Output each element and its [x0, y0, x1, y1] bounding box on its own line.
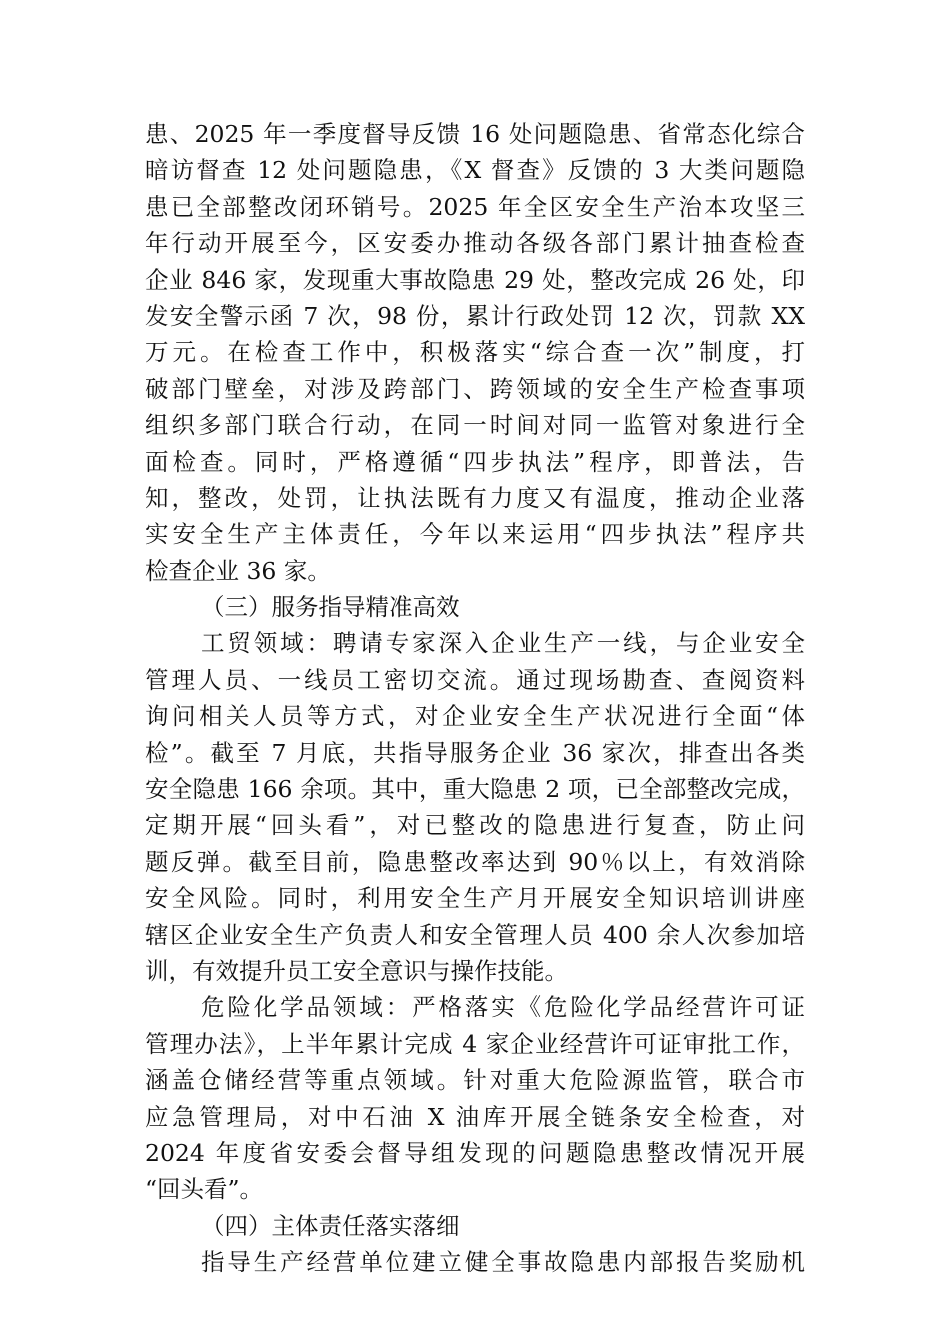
- body-line: 组织多部门联合行动，在同一时间对同一监管对象进行全: [145, 411, 805, 440]
- body-line: 辖区企业安全生产负责人和安全管理人员 400 余人次参加培: [145, 920, 805, 949]
- body-line: 训，有效提升员工安全意识与操作技能。: [145, 956, 568, 985]
- paragraph-start-line: 工贸领域：聘请专家深入企业生产一线，与企业安全: [201, 629, 805, 658]
- body-line: 企业 846 家，发现重大事故隐患 29 处，整改完成 26 处，印: [145, 265, 805, 294]
- section-heading-4: （四）主体责任落实落细: [201, 1211, 460, 1240]
- body-line: 破部门壁垒，对涉及跨部门、跨领域的安全生产检查事项: [145, 374, 805, 403]
- body-line: 2024 年度省安委会督导组发现的问题隐患整改情况开展: [145, 1138, 805, 1167]
- body-line: 实安全生产主体责任，今年以来运用“四步执法”程序共: [145, 520, 805, 549]
- body-line: 管理人员、一线员工密切交流。通过现场勘查、查阅资料: [145, 665, 805, 694]
- body-line: 询问相关人员等方式，对企业安全生产状况进行全面“体: [145, 702, 805, 731]
- body-line: 检”。截至 7 月底，共指导服务企业 36 家次，排查出各类: [145, 738, 805, 767]
- document-body: [145, 116, 805, 1281]
- body-line: 知，整改，处罚，让执法既有力度又有温度，推动企业落: [145, 483, 805, 512]
- body-line: “回头看”。: [145, 1175, 264, 1204]
- body-line: 涵盖仓储经营等重点领域。针对重大危险源监管，联合市: [145, 1066, 805, 1095]
- body-line: 检查企业 36 家。: [145, 556, 331, 585]
- paragraph-start-line: 危险化学品领域：严格落实《危险化学品经营许可证: [201, 993, 805, 1022]
- body-line: 安全风险。同时，利用安全生产月开展安全知识培训讲座: [145, 884, 805, 913]
- body-line: 患、2025 年一季度督导反馈 16 处问题隐患、省常态化综合: [145, 120, 805, 148]
- body-line: 万元。在检查工作中，积极落实“综合查一次”制度，打: [145, 338, 805, 367]
- body-line: 题反弹。截至目前，隐患整改率达到 90％以上，有效消除: [145, 847, 805, 876]
- body-line: 暗访督查 12 处问题隐患，《X 督查》反馈的 3 大类问题隐: [145, 156, 805, 185]
- body-line: 管理办法》，上半年累计完成 4 家企业经营许可证审批工作，: [145, 1029, 805, 1058]
- body-line: 年行动开展至今，区安委办推动各级各部门累计抽查检查: [145, 229, 805, 258]
- body-line: 患已全部整改闭环销号。2025 年全区安全生产治本攻坚三: [145, 192, 805, 221]
- section-heading-3: （三）服务指导精准高效: [201, 593, 460, 622]
- paragraph-start-line: 指导生产经营单位建立健全事故隐患内部报告奖励机: [201, 1248, 805, 1277]
- body-line: 发安全警示函 7 次，98 份，累计行政处罚 12 次，罚款 XX: [145, 301, 805, 330]
- body-line: 安全隐患 166 余项。其中，重大隐患 2 项，已全部整改完成，: [145, 775, 805, 804]
- body-line: 应急管理局，对中石油 X 油库开展全链条安全检查，对: [145, 1102, 805, 1131]
- body-line: 定期开展“回头看”，对已整改的隐患进行复查，防止问: [145, 811, 805, 840]
- body-line: 面检查。同时，严格遵循“四步执法”程序，即普法，告: [145, 447, 805, 476]
